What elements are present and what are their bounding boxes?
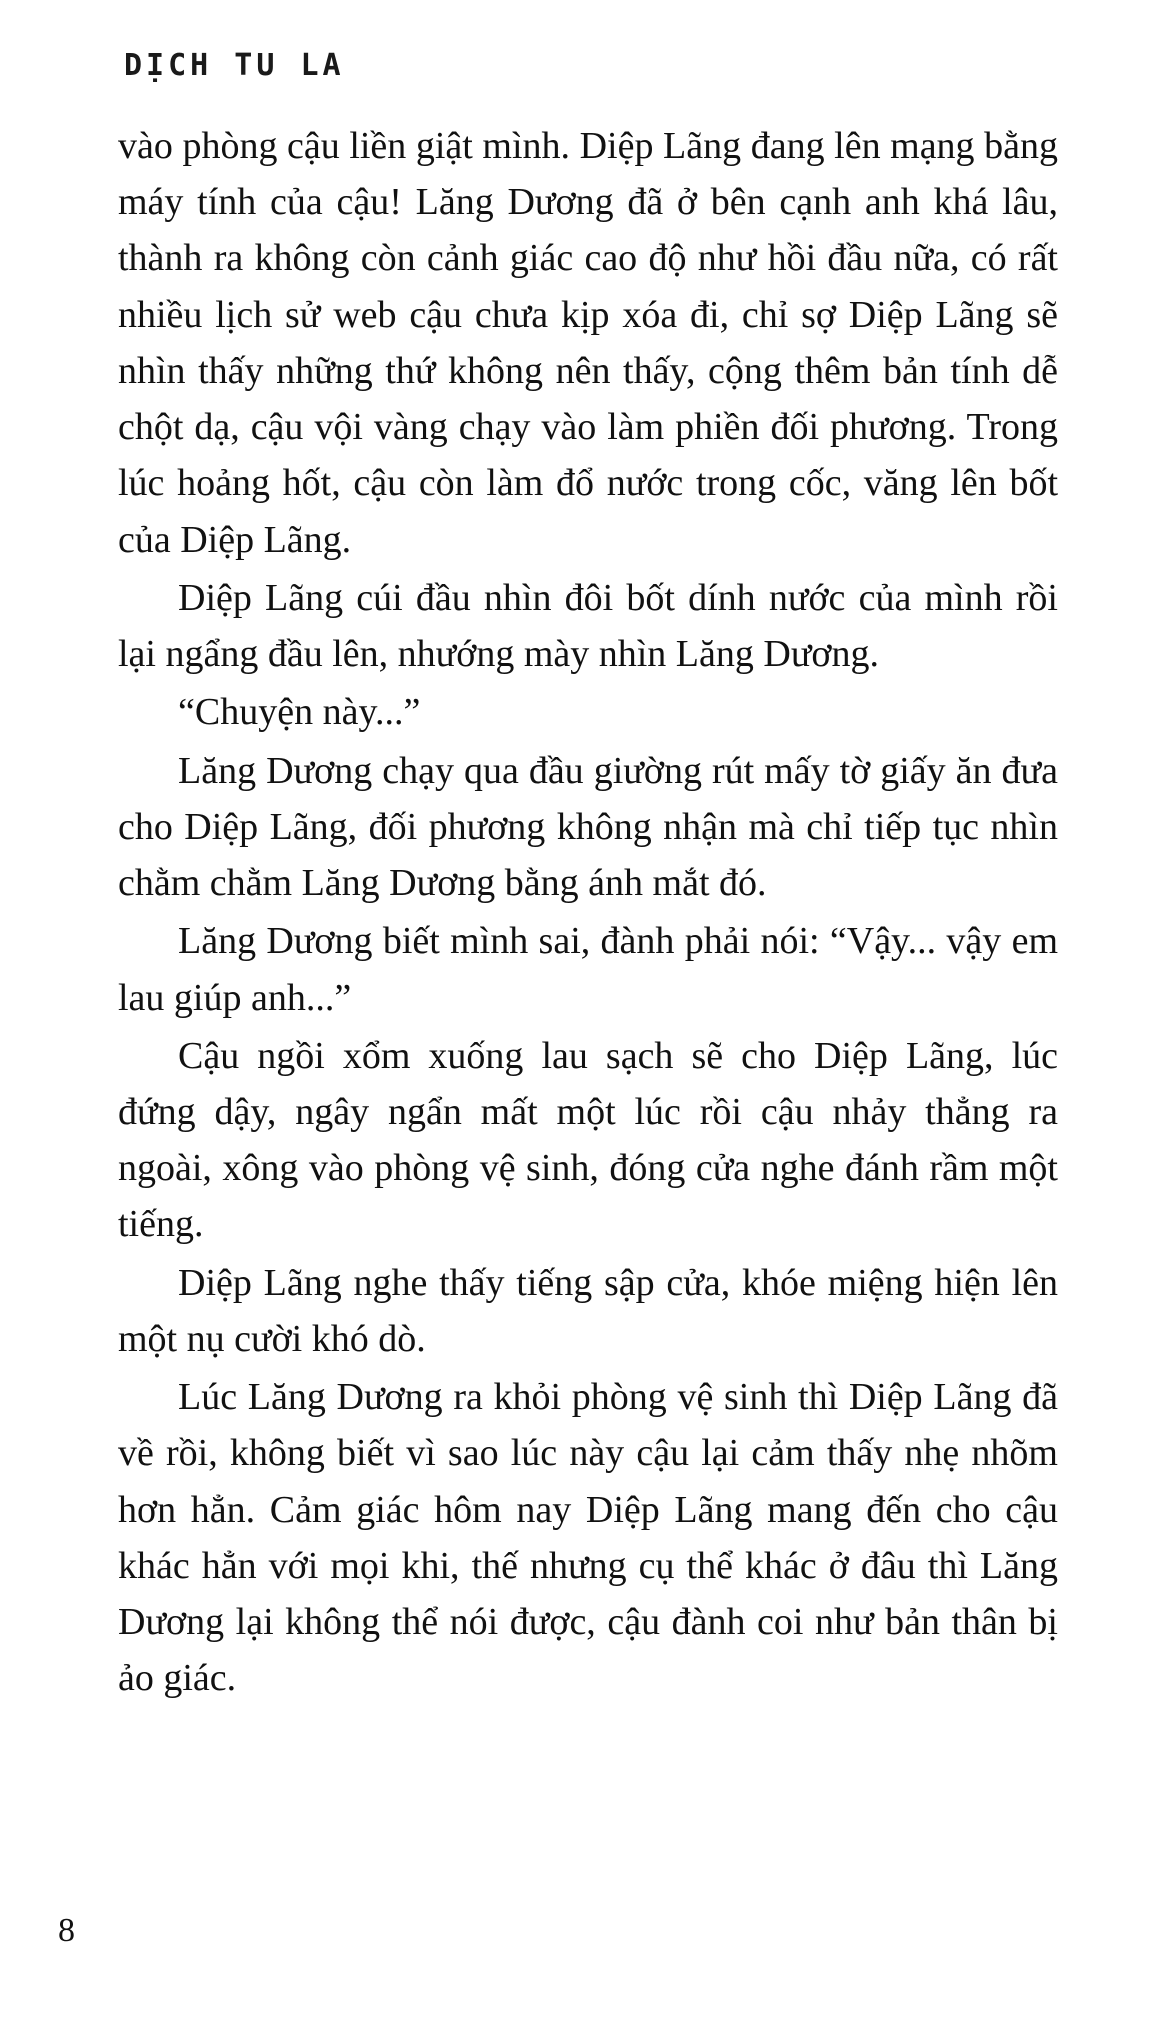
page-body xyxy=(118,118,1058,1709)
page-number: 8 xyxy=(58,1912,75,1949)
paragraph: “Chuyện này...” xyxy=(178,691,421,734)
paragraph: Lăng Dương chạy qua đầu giường rút mấy tờ giấy ăn đưa cho Diệp Lãng, đối phương không nhận mà chỉ tiếp tục nhìn chằm chằm Lăng Dương bằng ánh mắt đó. xyxy=(118,749,1058,905)
paragraph: Lúc Lăng Dương ra khỏi phòng vệ sinh thì Diệp Lãng đã về rồi, không biết vì sao lúc này cậu lại cảm thấy nhẹ nhõm hơn hẳn. Cảm giác hôm nay Diệp Lãng mang đến cho cậu khác hẳn với mọi khi, thế nhưng cụ thể khác ở đâu thì Lăng Dương lại không thể nói được, cậu đành coi như bản thân bị ảo giác. xyxy=(118,1376,1058,1700)
paragraph: Lăng Dương biết mình sai, đành phải nói: “Vậy... vậy em lau giúp anh...” xyxy=(118,920,1058,1019)
paragraph: Diệp Lãng cúi đầu nhìn đôi bốt dính nước của mình rồi lại ngẩng đầu lên, nhướng mày nhìn Lăng Dương. xyxy=(118,576,1058,676)
paragraph: Cậu ngồi xổm xuống lau sạch sẽ cho Diệp Lãng, lúc đứng dậy, ngây ngẩn mất một lúc rồi cậu nhảy thẳng ra ngoài, xông vào phòng vệ sinh, đóng cửa nghe đánh rầm một tiếng. xyxy=(118,1034,1058,1246)
paragraph: vào phòng cậu liền giật mình. Diệp Lãng đang lên mạng bằng máy tính của cậu! Lăng Dương đã ở bên cạnh anh khá lâu, thành ra không còn cảnh giác cao độ như hồi đầu nữa, có rất nhiều lịch sử web cậu chưa kịp xóa đi, chỉ sợ Diệp Lãng sẽ nhìn thấy những thứ không nên thấy, cộng thêm bản tính dễ chột dạ, cậu vội vàng chạy vào làm phiền đối phương. Trong lúc hoảng hốt, cậu còn làm đổ nước trong cốc, văng lên bốt của Diệp Lãng. xyxy=(118,125,1058,561)
running-head: DỊCH TU LA xyxy=(124,48,345,83)
paragraph: Diệp Lãng nghe thấy tiếng sập cửa, khóe miệng hiện lên một nụ cười khó dò. xyxy=(118,1261,1058,1360)
